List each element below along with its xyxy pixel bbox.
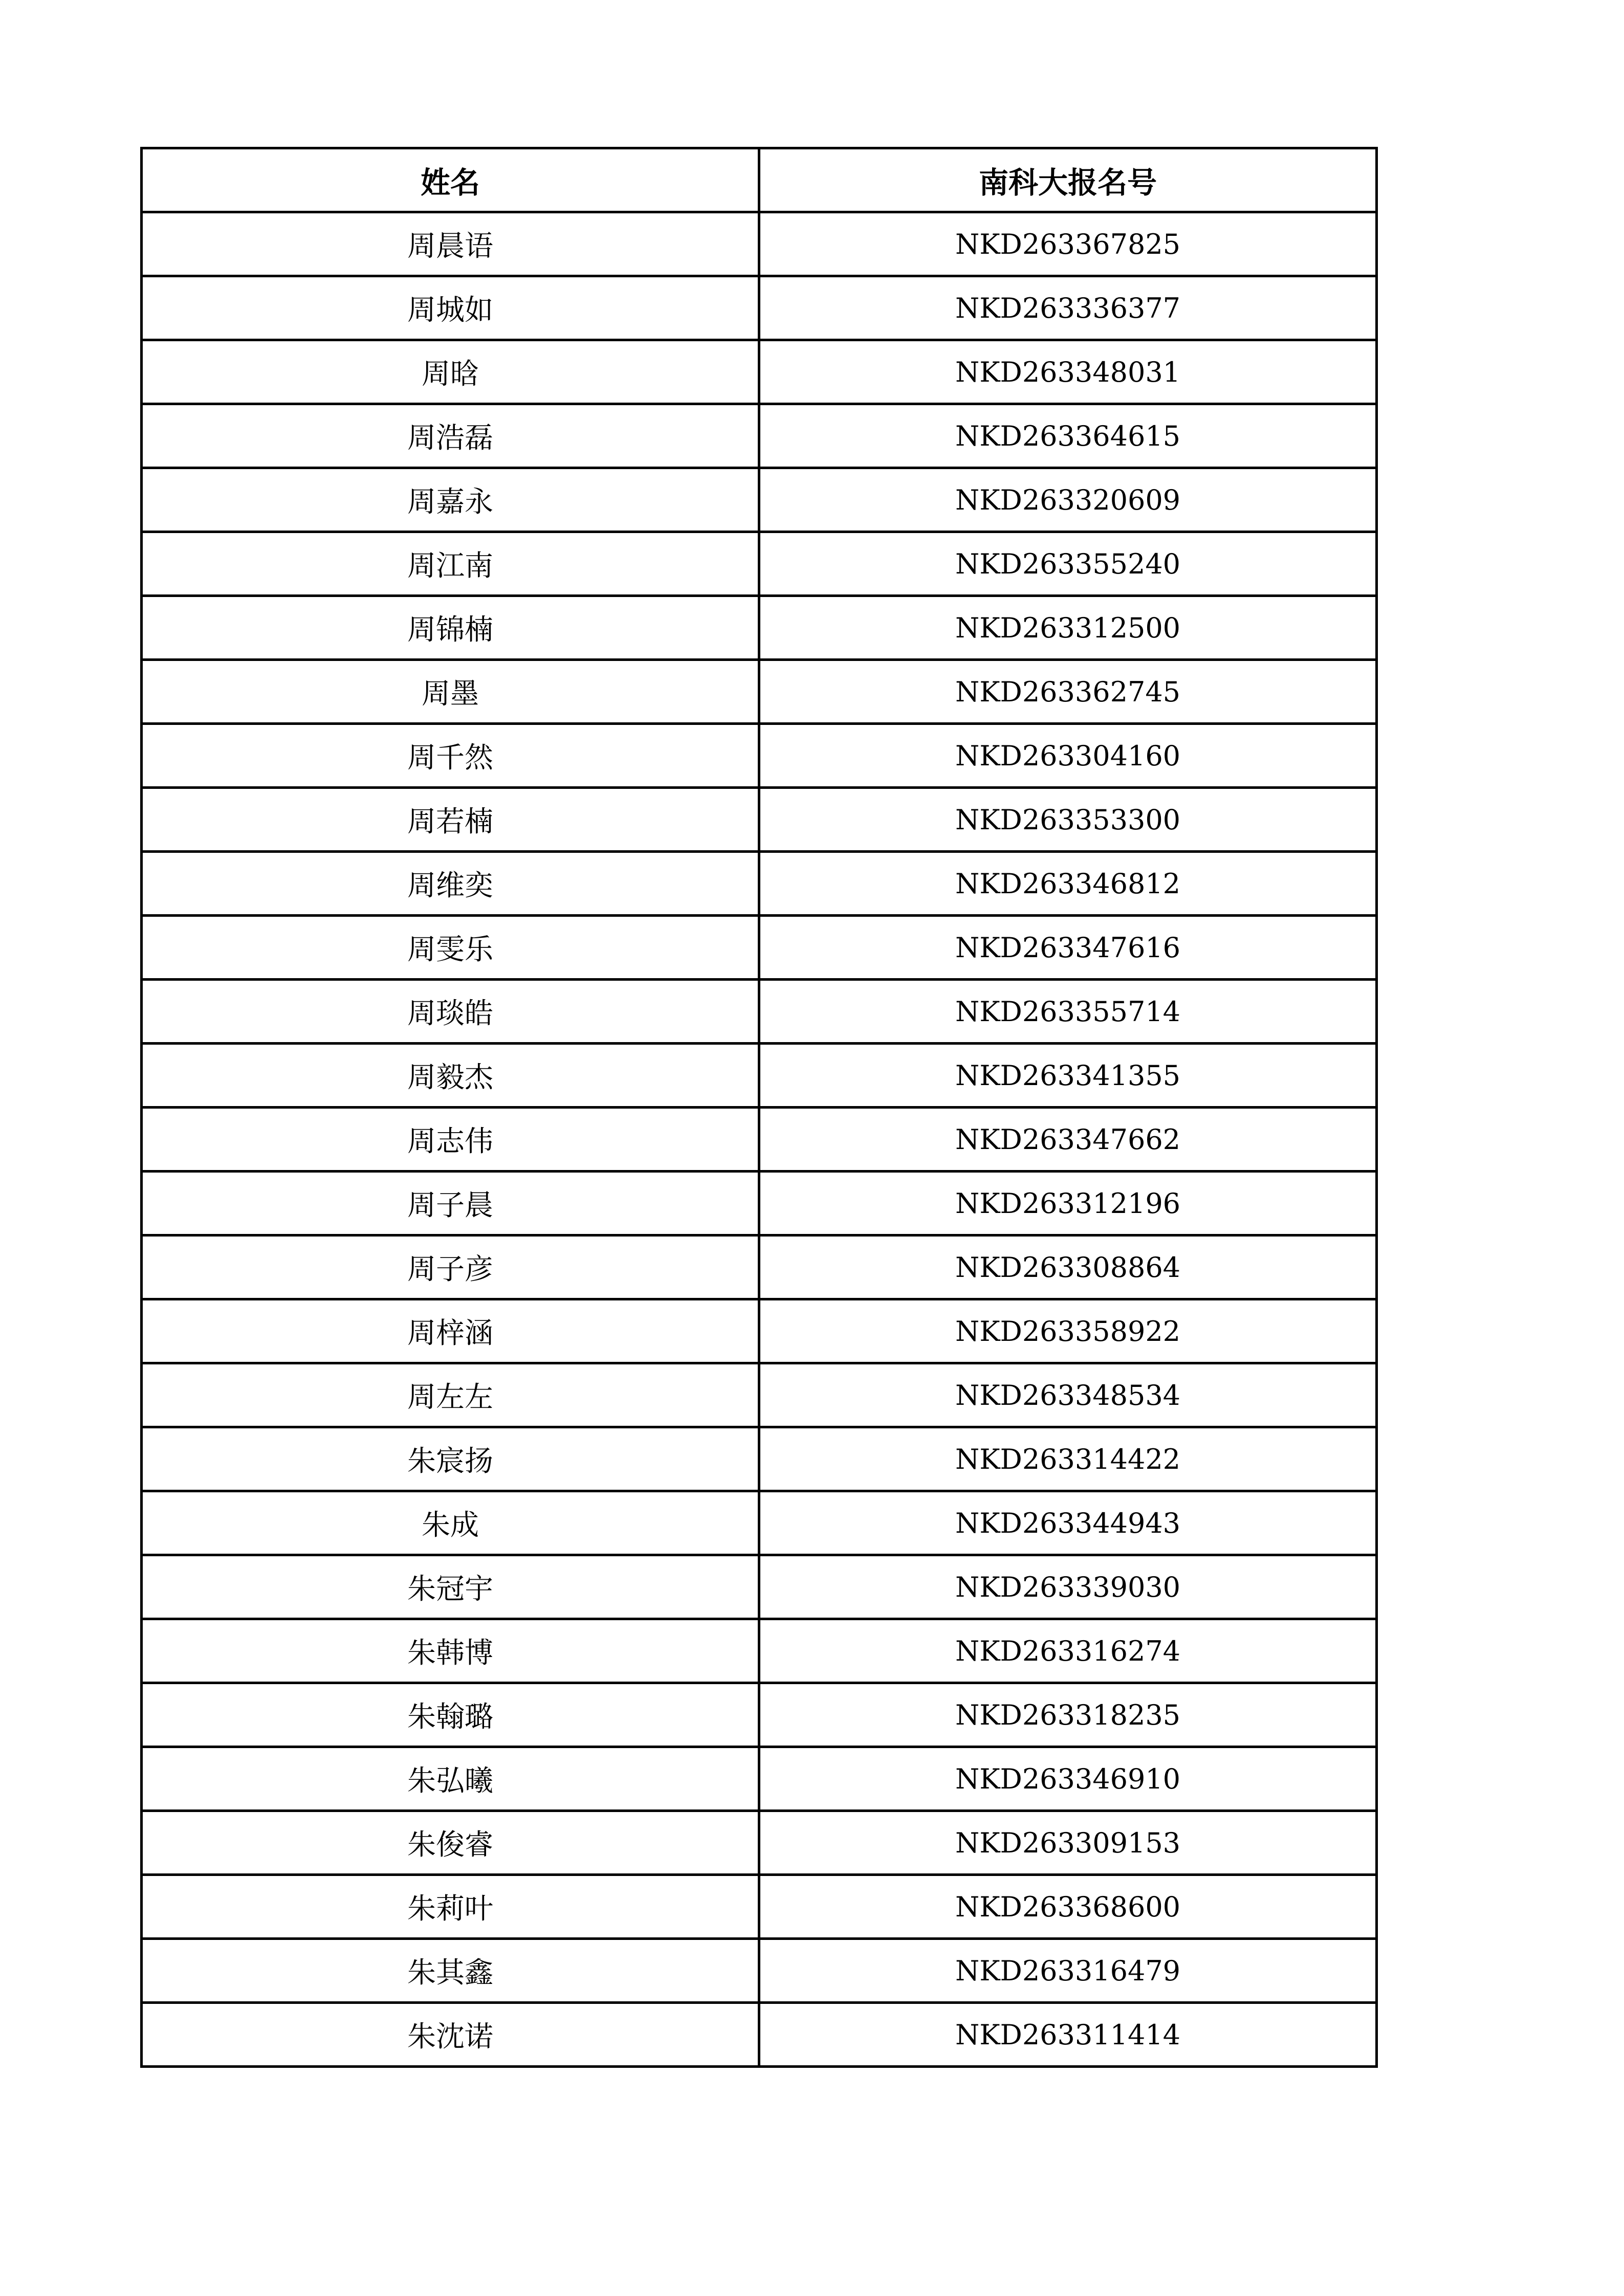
cell-name: 朱莉叶 [142, 1875, 759, 1939]
cell-registration-number: NKD263304160 [759, 724, 1377, 788]
table-row [142, 852, 1377, 916]
cell-name: 朱沈诺 [142, 2003, 759, 2067]
cell-registration-number: NKD263364615 [759, 404, 1377, 468]
table-row [142, 1299, 1377, 1363]
cell-name: 朱宸扬 [142, 1427, 759, 1491]
cell-name: 朱俊睿 [142, 1811, 759, 1875]
cell-name: 周志伟 [142, 1108, 759, 1172]
cell-registration-number: NKD263308864 [759, 1235, 1377, 1299]
applicant-table [140, 147, 1378, 2068]
cell-registration-number: NKD263339030 [759, 1555, 1377, 1619]
cell-name: 朱韩博 [142, 1619, 759, 1683]
table-row [142, 2003, 1377, 2067]
table-row [142, 1427, 1377, 1491]
table-row [142, 532, 1377, 596]
table-row [142, 1939, 1377, 2003]
cell-name: 周江南 [142, 532, 759, 596]
cell-registration-number: NKD263344943 [759, 1491, 1377, 1555]
table-header-row [142, 148, 1377, 212]
table-row [142, 660, 1377, 724]
cell-registration-number: NKD263314422 [759, 1427, 1377, 1491]
column-header-registration-number: 南科大报名号 [759, 148, 1377, 212]
cell-name: 周浩磊 [142, 404, 759, 468]
cell-registration-number: NKD263312500 [759, 596, 1377, 660]
cell-registration-number: NKD263355714 [759, 980, 1377, 1044]
cell-name: 周若楠 [142, 788, 759, 852]
table-row [142, 980, 1377, 1044]
table-row [142, 1044, 1377, 1108]
table-row [142, 724, 1377, 788]
table-row [142, 1172, 1377, 1235]
cell-registration-number: NKD263336377 [759, 276, 1377, 340]
table-row [142, 276, 1377, 340]
cell-registration-number: NKD263346910 [759, 1747, 1377, 1811]
table-row [142, 212, 1377, 276]
table-row [142, 1363, 1377, 1427]
cell-name: 朱弘曦 [142, 1747, 759, 1811]
table-row [142, 596, 1377, 660]
cell-name: 周琰皓 [142, 980, 759, 1044]
cell-name: 周子晨 [142, 1172, 759, 1235]
table-row [142, 1491, 1377, 1555]
table-row [142, 1811, 1377, 1875]
cell-name: 周梓涵 [142, 1299, 759, 1363]
cell-registration-number: NKD263353300 [759, 788, 1377, 852]
cell-registration-number: NKD263348031 [759, 340, 1377, 404]
cell-name: 朱冠宇 [142, 1555, 759, 1619]
cell-registration-number: NKD263316274 [759, 1619, 1377, 1683]
cell-name: 周城如 [142, 276, 759, 340]
cell-name: 朱翰璐 [142, 1683, 759, 1747]
table-row [142, 1235, 1377, 1299]
table-row [142, 1683, 1377, 1747]
table-row [142, 1555, 1377, 1619]
cell-registration-number: NKD263346812 [759, 852, 1377, 916]
cell-registration-number: NKD263368600 [759, 1875, 1377, 1939]
cell-registration-number: NKD263362745 [759, 660, 1377, 724]
cell-name: 周左左 [142, 1363, 759, 1427]
table-row [142, 788, 1377, 852]
cell-registration-number: NKD263312196 [759, 1172, 1377, 1235]
table-row [142, 468, 1377, 532]
cell-name: 朱成 [142, 1491, 759, 1555]
table-row [142, 1875, 1377, 1939]
cell-registration-number: NKD263347616 [759, 916, 1377, 980]
cell-registration-number: NKD263348534 [759, 1363, 1377, 1427]
cell-name: 周千然 [142, 724, 759, 788]
table-row [142, 916, 1377, 980]
cell-registration-number: NKD263311414 [759, 2003, 1377, 2067]
table-row [142, 1108, 1377, 1172]
column-header-name: 姓名 [142, 148, 759, 212]
cell-registration-number: NKD263355240 [759, 532, 1377, 596]
cell-registration-number: NKD263347662 [759, 1108, 1377, 1172]
cell-registration-number: NKD263341355 [759, 1044, 1377, 1108]
cell-name: 朱其鑫 [142, 1939, 759, 2003]
cell-name: 周晗 [142, 340, 759, 404]
cell-registration-number: NKD263318235 [759, 1683, 1377, 1747]
cell-name: 周子彦 [142, 1235, 759, 1299]
cell-name: 周嘉永 [142, 468, 759, 532]
cell-name: 周雯乐 [142, 916, 759, 980]
table-row [142, 340, 1377, 404]
cell-registration-number: NKD263358922 [759, 1299, 1377, 1363]
cell-name: 周维奕 [142, 852, 759, 916]
cell-registration-number: NKD263309153 [759, 1811, 1377, 1875]
table-row [142, 1619, 1377, 1683]
cell-registration-number: NKD263320609 [759, 468, 1377, 532]
cell-name: 周锦楠 [142, 596, 759, 660]
cell-name: 周墨 [142, 660, 759, 724]
cell-registration-number: NKD263316479 [759, 1939, 1377, 2003]
cell-name: 周晨语 [142, 212, 759, 276]
cell-name: 周毅杰 [142, 1044, 759, 1108]
table-row [142, 1747, 1377, 1811]
table-body [142, 212, 1377, 2067]
table-row [142, 404, 1377, 468]
cell-registration-number: NKD263367825 [759, 212, 1377, 276]
